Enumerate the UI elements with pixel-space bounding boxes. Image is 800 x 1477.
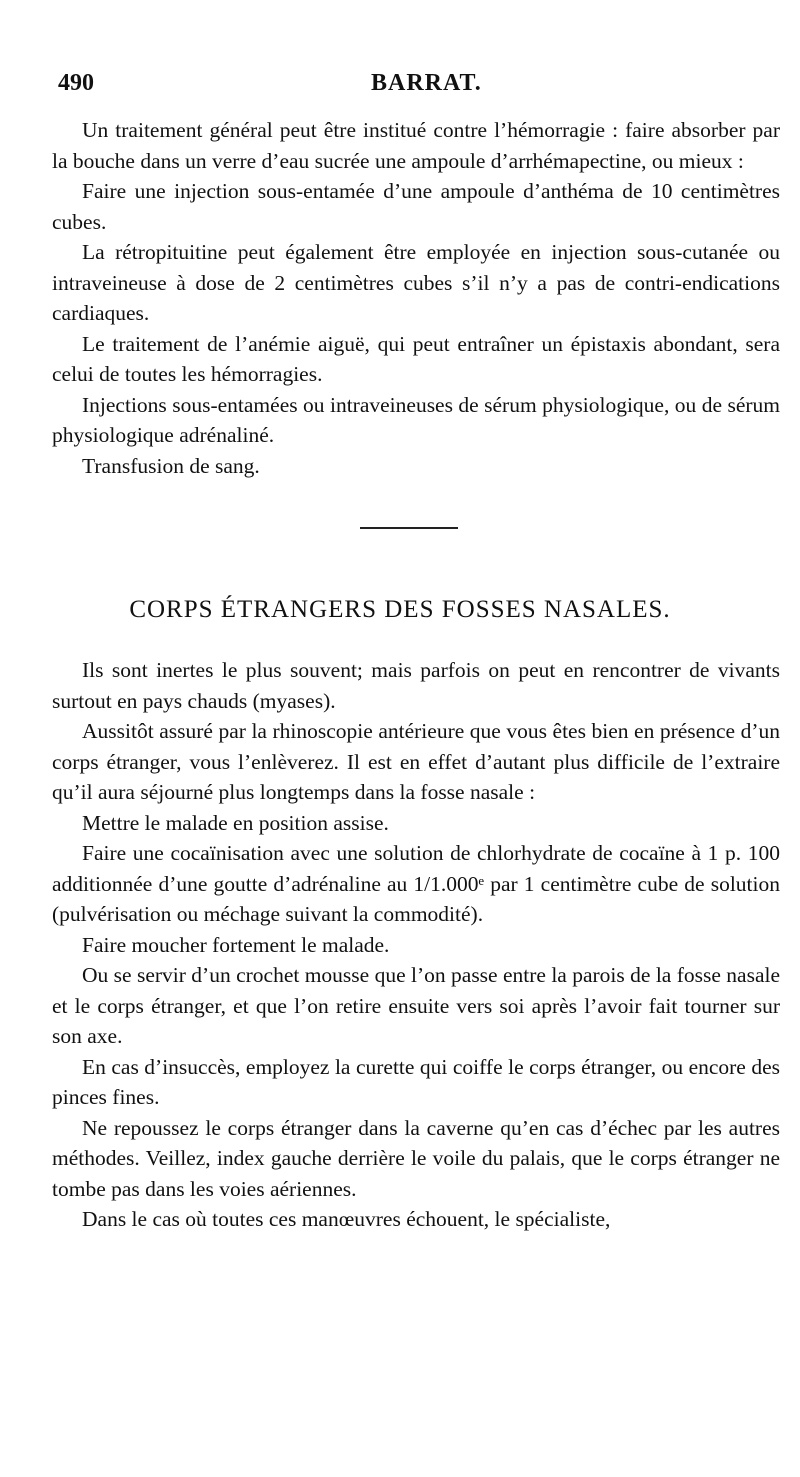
section-divider bbox=[360, 527, 458, 529]
page-header bbox=[58, 70, 778, 104]
paragraph: La rétropituitine peut également être employée en injection sous-cutanée ou intraveineuse à dose de 2 centimètres cubes s’il n’y a pas de contri-endications cardiaques. bbox=[52, 240, 780, 325]
paragraph: Un traitement général peut être institué contre l’hémorragie : faire absorber par la bouche dans un verre d’eau sucrée une ampoule d’arrhémapectine, ou mieux : bbox=[52, 118, 780, 173]
paragraph: Dans le cas où toutes ces manœuvres échouent, le spécialiste, bbox=[82, 1207, 611, 1231]
text-block-treatment bbox=[52, 115, 780, 481]
text-block-foreign-bodies bbox=[52, 655, 780, 1235]
paragraph: Mettre le malade en position assise. bbox=[82, 810, 389, 835]
paragraph: Ou se servir d’un crochet mousse que l’on passe entre la parois de la fosse nasale et le corps étranger, et que l’on retire ensuite vers soi après l’avoir fait tourner sur son axe. bbox=[52, 963, 780, 1048]
paragraph: En cas d’insuccès, employez la curette qui coiffe le corps étranger, ou encore des pinces fines. bbox=[52, 1054, 780, 1109]
paragraph: Le traitement de l’anémie aiguë, qui peut entraîner un épistaxis abondant, sera celui de toutes les hémorragies. bbox=[52, 331, 780, 386]
paragraph: Injections sous-entamées ou intraveineuses de sérum physiologique, ou de sérum physiologique adrénaliné. bbox=[52, 392, 780, 447]
paragraph: Faire une cocaïnisation avec une solution de chlorhydrate de cocaïne à 1 p. 100 additionnée d’une goutte d’adrénaline au 1/1.000ᵉ par 1 centimètre cube de solution (pulvérisation ou méchage suivant la commodité). bbox=[52, 841, 780, 926]
section-title: CORPS ÉTRANGERS DES FOSSES NASALES. bbox=[129, 596, 671, 623]
paragraph: Ne repoussez le corps étranger dans la caverne qu’en cas d’échec par les autres méthodes. Veillez, index gauche derrière le voile du palais, que le corps étranger ne tombe pas dans les voies aériennes. bbox=[52, 1115, 780, 1201]
paragraph: Faire une injection sous-entamée d’une ampoule d’anthéma de 10 centimètres cubes. bbox=[52, 179, 780, 234]
running-title: BARRAT. bbox=[371, 70, 482, 96]
paragraph: Transfusion de sang. bbox=[82, 453, 260, 478]
paragraph: Aussitôt assuré par la rhinoscopie antérieure que vous êtes bien en présence d’un corps étranger, vous l’enlèverez. Il est en effet d’autant plus difficile de l’extraire qu’il aura séjourné plus longtemps dans la fosse nasale : bbox=[52, 719, 780, 804]
page-number: 490 bbox=[58, 70, 94, 96]
paragraph: Faire moucher fortement le malade. bbox=[82, 932, 390, 957]
paragraph: Ils sont inertes le plus souvent; mais parfois on peut en rencontrer de vivants surtout en pays chauds (myases). bbox=[52, 658, 780, 713]
